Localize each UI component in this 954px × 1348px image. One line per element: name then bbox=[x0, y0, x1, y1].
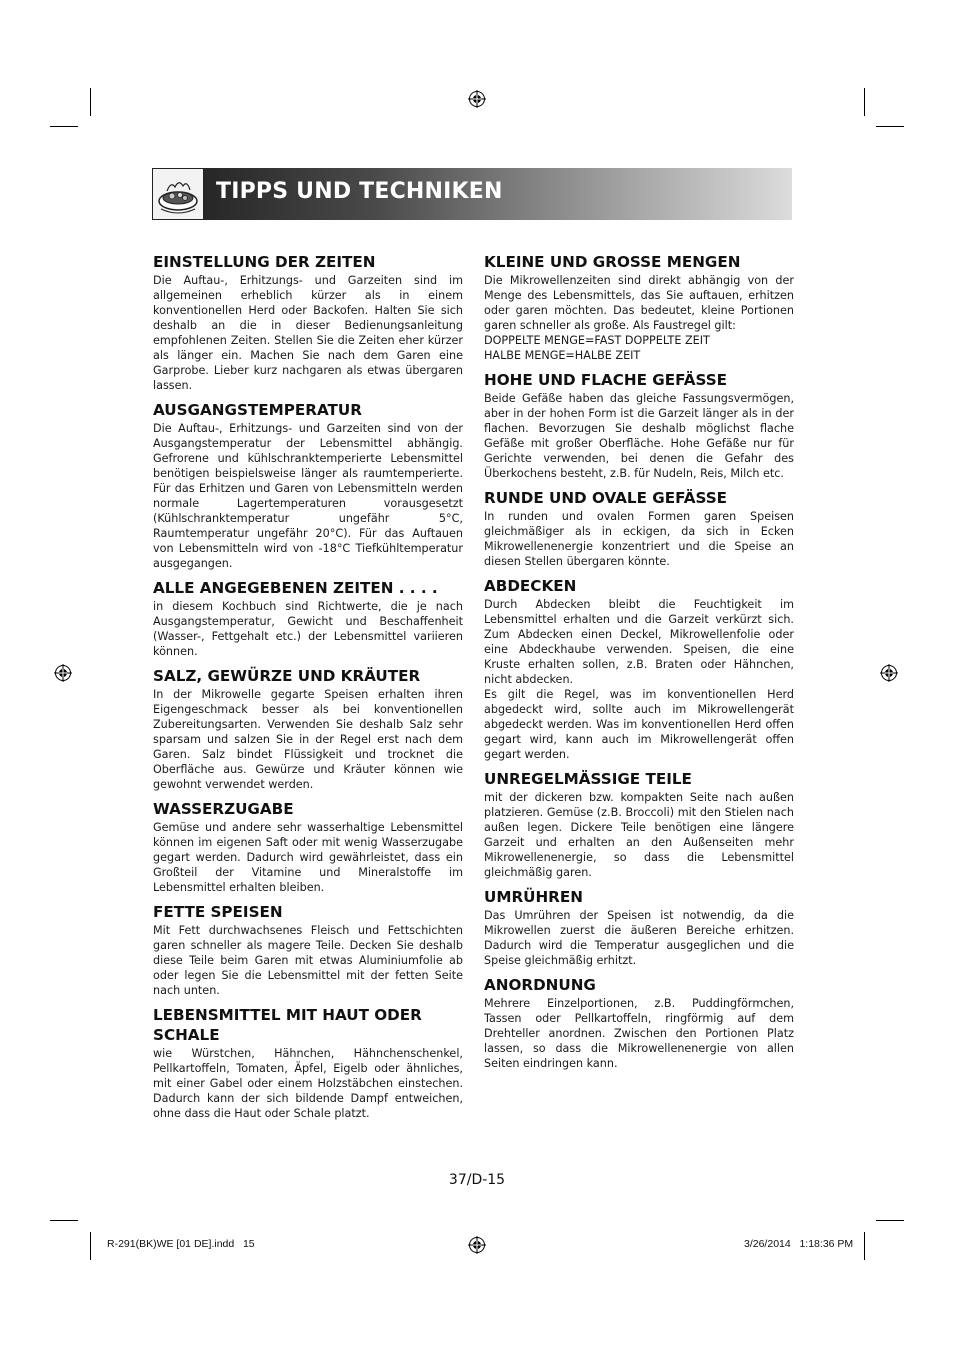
section-heading: EINSTELLUNG DER ZEITEN bbox=[153, 253, 376, 271]
crop-mark bbox=[50, 1220, 78, 1221]
registration-mark-icon bbox=[468, 90, 486, 108]
section-heading: ALLE ANGEGEBENEN ZEITEN . . . . bbox=[153, 579, 438, 597]
section-anordnung bbox=[484, 975, 794, 1071]
section-unregelmaessige-teile bbox=[484, 769, 794, 880]
section-text: wie Würstchen, Hähnchen, Hähnchenschenkel, Pellkartoffeln, Tomaten, Äpfel, Eigelb oder ähnliches, mit einer Gabel oder einem Holzstäbchen einstechen. Dadurch kann der sich bildende Dampf entweichen, ohne dass die Haut oder Schale platzt. bbox=[153, 1047, 463, 1120]
section-text: Das Umrühren der Speisen ist notwendig, da die Mikrowellen zuerst die äußeren Bereiche erhitzen. Dadurch wird die Temperatur ausgeglichen und die Speise gleichmäßig erhitzt. bbox=[484, 909, 794, 967]
section-wasserzugabe bbox=[153, 799, 463, 895]
registration-mark-icon bbox=[54, 664, 72, 682]
section-text: Durch Abdecken bleibt die Feuchtigkeit im Lebensmittel erhalten und die Garzeit verkürzt sich. Zum Abdecken einen Deckel, Mikrowellenfolie oder eine Abdeckhaube verwenden. Speisen, die eine Kruste erhalten sollen, z.B. Braten oder Hähnchen, nicht abdecken. bbox=[484, 598, 794, 686]
section-heading: RUNDE UND OVALE GEFÄSSE bbox=[484, 489, 728, 507]
section-text-continued: Es gilt die Regel, was im konventionellen Herd abgedeckt wird, sollte auch im Mikrowellengerät abgedeckt werden. Was im konventionellen Herd offen gegart wird, kann auch im Mikrowellengerät offen gegart werden. bbox=[484, 688, 794, 761]
section-ausgangstemperatur bbox=[153, 400, 463, 571]
section-text: In der Mikrowelle gegarte Speisen erhalten ihren Eigengeschmack besser als bei konventionellen Zubereitungsarten. Verwenden Sie deshalb Salz sehr sparsam und salzen Sie in der Regel erst nach dem Garen. Salz bindet Flüssigkeit und trocknet die Oberfläche aus. Gewürze und Kräuter können wie gewohnt verwendet werden. bbox=[153, 688, 463, 791]
section-heading: HOHE UND FLACHE GEFÄSSE bbox=[484, 371, 728, 389]
registration-mark-icon bbox=[468, 1236, 486, 1254]
section-text: In runden und ovalen Formen garen Speisen gleichmäßiger als in eckigen, da sich in Ecken Mikrowellenenergie konzentriert und die Speise an diesen Stellen übergaren könnte. bbox=[484, 510, 794, 568]
crop-mark bbox=[876, 126, 904, 127]
section-text: Mit Fett durchwachsenes Fleisch und Fettschichten garen schneller als magere Teile. Decken Sie deshalb diese Teile beim Garen mit etwas Aluminiumfolie ab oder legen Sie die Lebensmittel mit der fetten Seite nach unten. bbox=[153, 924, 463, 997]
section-heading: LEBENSMITTEL MIT HAUT ODER SCHALE bbox=[153, 1006, 422, 1044]
crop-mark bbox=[864, 88, 865, 116]
page-title: TIPPS UND TECHNIKEN bbox=[216, 179, 503, 204]
section-alle-angegebenen-zeiten bbox=[153, 578, 463, 659]
section-fette-speisen bbox=[153, 902, 463, 998]
section-text: Mehrere Einzelportionen, z.B. Puddingförmchen, Tassen oder Pellkartoffeln, ringförmig auf dem Drehteller anordnen. Zwischen den Portionen Platz lassen, so dass die Mikrowellenenergie von allen Seiten eindringen kann. bbox=[484, 997, 794, 1070]
section-salz-gewuerze-kraeuter bbox=[153, 666, 463, 792]
section-heading: ANORDNUNG bbox=[484, 976, 596, 994]
left-column bbox=[153, 252, 463, 1128]
section-hohe-und-flache-gefaesse bbox=[484, 370, 794, 481]
rule-line: DOPPELTE MENGE=FAST DOPPELTE ZEIT bbox=[484, 334, 710, 347]
crop-mark bbox=[90, 1232, 91, 1260]
section-header bbox=[152, 168, 792, 220]
section-runde-und-ovale-gefaesse bbox=[484, 488, 794, 569]
section-heading: UMRÜHREN bbox=[484, 888, 583, 906]
section-text: Die Mikrowellenzeiten sind direkt abhängig von der Menge des Lebensmittels, das Sie auftauen, erhitzen oder garen möchten. Das bedeutet, kleine Portionen garen schneller als große. Als Faustregel gilt: bbox=[484, 274, 794, 332]
section-lebensmittel-mit-haut bbox=[153, 1005, 463, 1121]
right-column bbox=[484, 252, 794, 1078]
section-heading: SALZ, GEWÜRZE UND KRÄUTER bbox=[153, 667, 421, 685]
section-text: Beide Gefäße haben das gleiche Fassungsvermögen, aber in der hohen Form ist die Garzeit länger als in der flachen. Bevorzugen Sie deshalb möglichst flache Gefäße mit großer Oberfläche. Hohe Gefäße nur für Gerichte verwenden, bei denen die Gefahr des Überkochens besteht, z.B. für Nudeln, Reis, Milch etc. bbox=[484, 392, 794, 480]
page-number: 37/D-15 bbox=[448, 1172, 506, 1188]
section-heading: UNREGELMÄSSIGE TEILE bbox=[484, 770, 692, 788]
section-text: Gemüse und andere sehr wasserhaltige Lebensmittel können im eigenen Saft oder mit wenig Wasserzugabe gegart werden. Dadurch wird gewährleistet, dass ein Großteil der Vitamine und Mineralstoffe im Lebensmittel erhalten bleiben. bbox=[153, 821, 463, 894]
section-text: in diesem Kochbuch sind Richtwerte, die je nach Ausgangstemperatur, Gewicht und Beschaffenheit (Wasser-, Fettgehalt etc.) der Lebensmittel variieren können. bbox=[153, 600, 463, 658]
rule-line: HALBE MENGE=HALBE ZEIT bbox=[484, 349, 641, 362]
section-heading: FETTE SPEISEN bbox=[153, 903, 283, 921]
section-heading: KLEINE UND GROSSE MENGEN bbox=[484, 253, 741, 271]
section-abdecken bbox=[484, 576, 794, 762]
section-heading: WASSERZUGABE bbox=[153, 800, 294, 818]
section-heading: AUSGANGSTEMPERATUR bbox=[153, 401, 362, 419]
crop-mark bbox=[50, 126, 78, 127]
section-einstellung-der-zeiten bbox=[153, 252, 463, 393]
food-bowl-icon bbox=[152, 168, 204, 220]
section-text: Die Auftau-, Erhitzungs- und Garzeiten sind von der Ausgangstemperatur der Lebensmittel abhängig. Gefrorene und kühlschranktemperierte Lebensmittel benötigen beispielsweise länger als raumtemperierte. Für das Erhitzen und Garen von Lebensmitteln werden normale Lagertemperaturen vorausgesetzt (Kühlschranktemperatur ungefähr 5°C, Raumtemperatur ungefähr 20°C). Für das Auftauen von Lebensmitteln wird von -18°C Tiefkühltemperatur ausgegangen. bbox=[153, 422, 463, 570]
section-kleine-und-grosse-mengen bbox=[484, 252, 794, 363]
crop-mark bbox=[90, 88, 91, 116]
crop-mark bbox=[876, 1220, 904, 1221]
footer-file-name: R-291(BK)WE [01 DE].indd 15 bbox=[107, 1238, 255, 1250]
section-heading: ABDECKEN bbox=[484, 577, 577, 595]
footer-timestamp: 3/26/2014 1:18:36 PM bbox=[744, 1238, 854, 1250]
registration-mark-icon bbox=[880, 664, 898, 682]
section-text: Die Auftau-, Erhitzungs- und Garzeiten sind im allgemeinen erheblich kürzer als in einem konventionellen Herd oder Backofen. Halten Sie sich deshalb an die in dieser Bedienungsanleitung empfohlenen Zeiten. Stellen Sie die Zeiten eher kürzer als länger ein. Machen Sie nach dem Garen eine Garprobe. Lieber kurz nachgaren als etwas übergaren lassen. bbox=[153, 274, 463, 392]
section-umruehren bbox=[484, 887, 794, 968]
section-text: mit der dickeren bzw. kompakten Seite nach außen platzieren. Gemüse (z.B. Broccoli) mit den Stielen nach außen legen. Dickere Teile benötigen eine längere Garzeit und erhalten an den Außenseiten mehr Mikrowellenenergie, so dass die Lebensmittel gleichmäßig garen. bbox=[484, 791, 794, 879]
crop-mark bbox=[864, 1232, 865, 1260]
